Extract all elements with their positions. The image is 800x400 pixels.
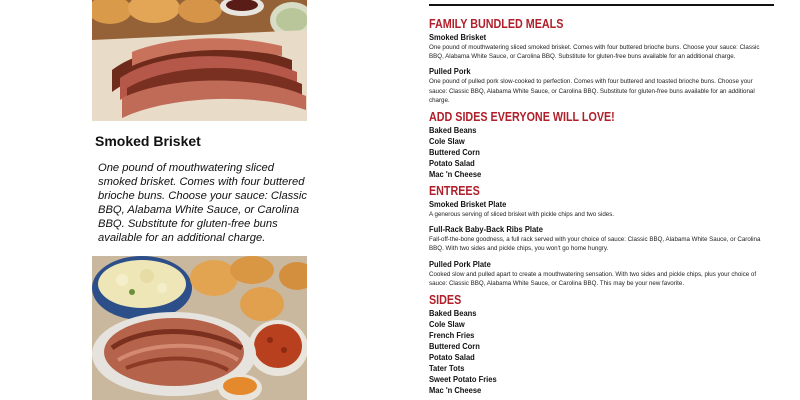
menu-item [429,199,769,219]
brisket-photo [92,0,307,121]
item-name: Pulled Pork Plate [429,258,491,269]
menu-item [429,259,769,288]
sides-list [429,308,769,396]
item-name: Smoked Brisket [429,32,487,42]
list-item: French Fries [429,330,475,341]
featured-description: One pound of mouthwatering sliced smoked brisket. Comes with four buttered brioche buns. Choose your sauce: Classic BBQ, Alabama White Sauce, or Carolina BBQ. Substitute for gluten-free buns available for an additional charge. [98,162,307,244]
add-sides-list [429,125,769,180]
item-name: Full-Rack Baby-Back Ribs Plate [429,224,543,235]
menu-item [429,224,769,253]
list-item: Potato Salad [429,158,475,169]
list-item: Cole Slaw [429,136,465,147]
menu-item [429,66,769,105]
menu-column [429,17,769,400]
menu-item [429,32,769,61]
list-item: Buttered Corn [429,147,480,158]
list-item: Tater Tots [429,363,465,374]
list-item: Mac 'n Cheese [429,385,482,396]
section-title-entrees: ENTREES [429,184,480,199]
top-divider [429,4,774,6]
list-item: Sweet Potato Fries [429,374,497,385]
item-description: One pound of pulled pork slow-cooked to perfection. Comes with four buttered and toasted brioche buns. Choose your sauce: Classic BBQ, Alabama White Sauce, or Carolina BBQ. Substitute for gluten-free buns available for an additional charge. [429,78,755,104]
list-item: Mac 'n Cheese [429,169,482,180]
item-name: Smoked Brisket Plate [429,199,507,210]
list-item: Baked Beans [429,125,477,136]
list-item: Baked Beans [429,308,477,319]
section-title-add-sides: ADD SIDES EVERYONE WILL LOVE! [429,110,615,125]
item-description: Cooked slow and pulled apart to create a mouthwatering sensation. With two sides and pickle chips, plus your choice of sauce: Classic BBQ, Alabama White Sauce, or Carolina BBQ. This may be your new favorite. [429,270,757,287]
item-description: One pound of mouthwatering sliced smoked brisket. Comes with four buttered brioche buns. Choose your sauce: Classic BBQ, Alabama White Sauce, or Carolina BBQ. Substitute for gluten-free buns available for an additional charge. [429,44,760,61]
section-title-family-bundled: FAMILY BUNDLED MEALS [429,17,564,31]
section-title-sides: SIDES [429,293,462,308]
item-description: Fall-off-the-bone goodness, a full rack served with your choice of sauce: Classic BBQ, Alabama White Sauce, or Carolina BBQ. With two sides and pickle chips, you won't go home hungry. [429,236,761,253]
pulled-pork-spread-photo [92,256,307,400]
item-name: Pulled Pork [429,66,471,77]
featured-title: Smoked Brisket [95,133,201,149]
list-item: Cole Slaw [429,319,465,330]
item-description: A generous serving of sliced brisket with pickle chips and two sides. [429,211,615,219]
list-item: Potato Salad [429,352,475,363]
list-item: Buttered Corn [429,341,480,352]
